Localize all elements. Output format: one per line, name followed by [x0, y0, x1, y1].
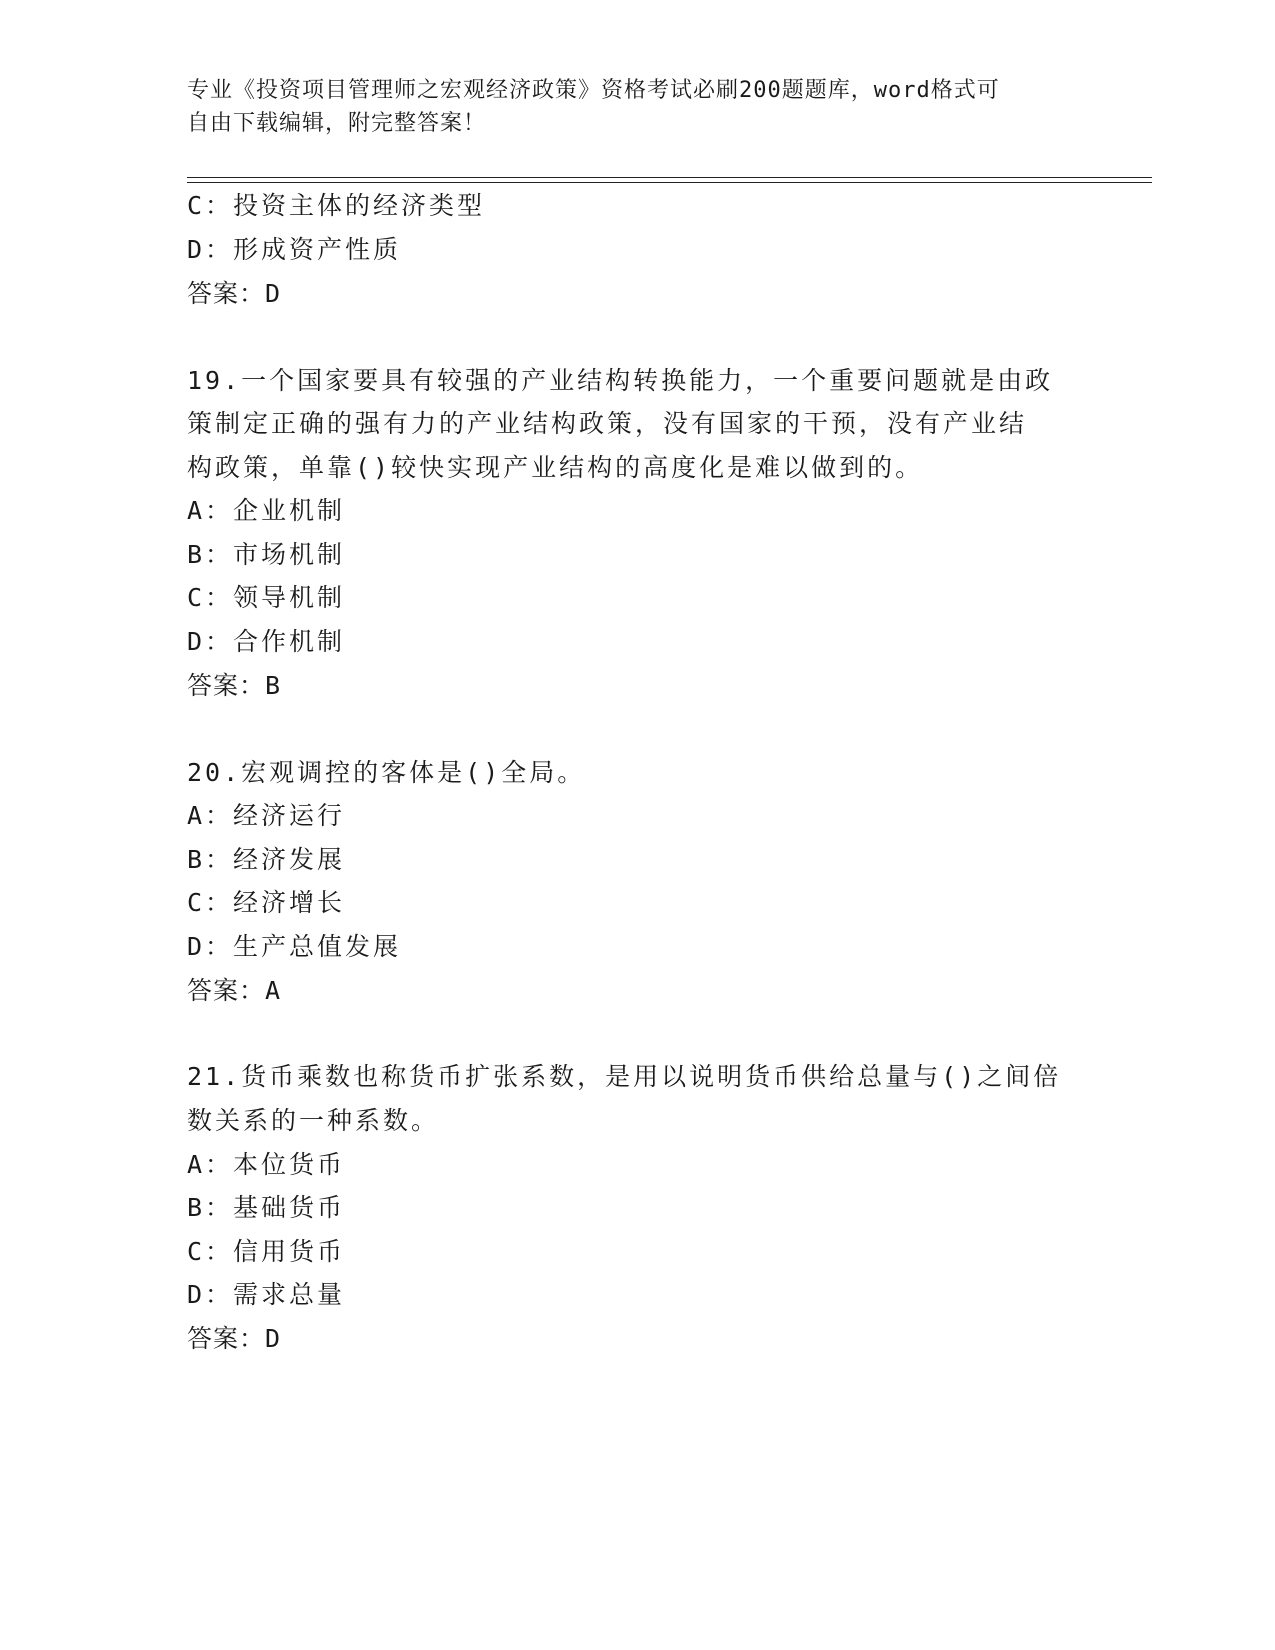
q21-option-a: A：本位货币	[187, 1150, 346, 1179]
document-header	[187, 74, 1067, 140]
q19-stem-line-3: 构政策，单靠()较快实现产业结构的高度化是难以做到的。	[187, 453, 924, 482]
q21-option-d: D：需求总量	[187, 1280, 346, 1309]
q21-answer: 答案：D	[187, 1324, 282, 1353]
q19-stem-line-2: 策制定正确的强有力的产业结构政策，没有国家的干预，没有产业结	[187, 409, 1028, 438]
q20-option-d: D：生产总值发展	[187, 932, 402, 961]
q18-answer: 答案：D	[187, 279, 282, 308]
q21-stem-line-1: 21.货币乘数也称货币扩张系数，是用以说明货币供给总量与()之间倍	[187, 1062, 1062, 1091]
header-divider-top	[187, 177, 1152, 178]
q21-stem-line-2: 数关系的一种系数。	[187, 1106, 440, 1135]
q19-option-c: C：领导机制	[187, 583, 346, 612]
q19-option-d: D：合作机制	[187, 627, 346, 656]
q21-option-c: C：信用货币	[187, 1237, 346, 1266]
q18-option-d: D：形成资产性质	[187, 235, 402, 264]
q19-answer: 答案：B	[187, 671, 282, 700]
header-line-2: 自由下载编辑，附完整答案！	[187, 111, 487, 136]
q19-stem-line-1: 19.一个国家要具有较强的产业结构转换能力，一个重要问题就是由政	[187, 366, 1054, 395]
q21-option-b: B：基础货币	[187, 1193, 346, 1222]
header-divider-bottom	[187, 182, 1152, 183]
q19-option-b: B：市场机制	[187, 540, 346, 569]
q20-option-c: C：经济增长	[187, 888, 346, 917]
q18-option-c: C：投资主体的经济类型	[187, 191, 486, 220]
header-line-1: 专业《投资项目管理师之宏观经济政策》资格考试必刷200题题库，word格式可	[187, 78, 1000, 103]
q20-option-b: B：经济发展	[187, 845, 346, 874]
q19-option-a: A：企业机制	[187, 496, 346, 525]
q20-option-a: A：经济运行	[187, 801, 346, 830]
q20-answer: 答案：A	[187, 976, 282, 1005]
q20-stem: 20.宏观调控的客体是()全局。	[187, 758, 586, 787]
